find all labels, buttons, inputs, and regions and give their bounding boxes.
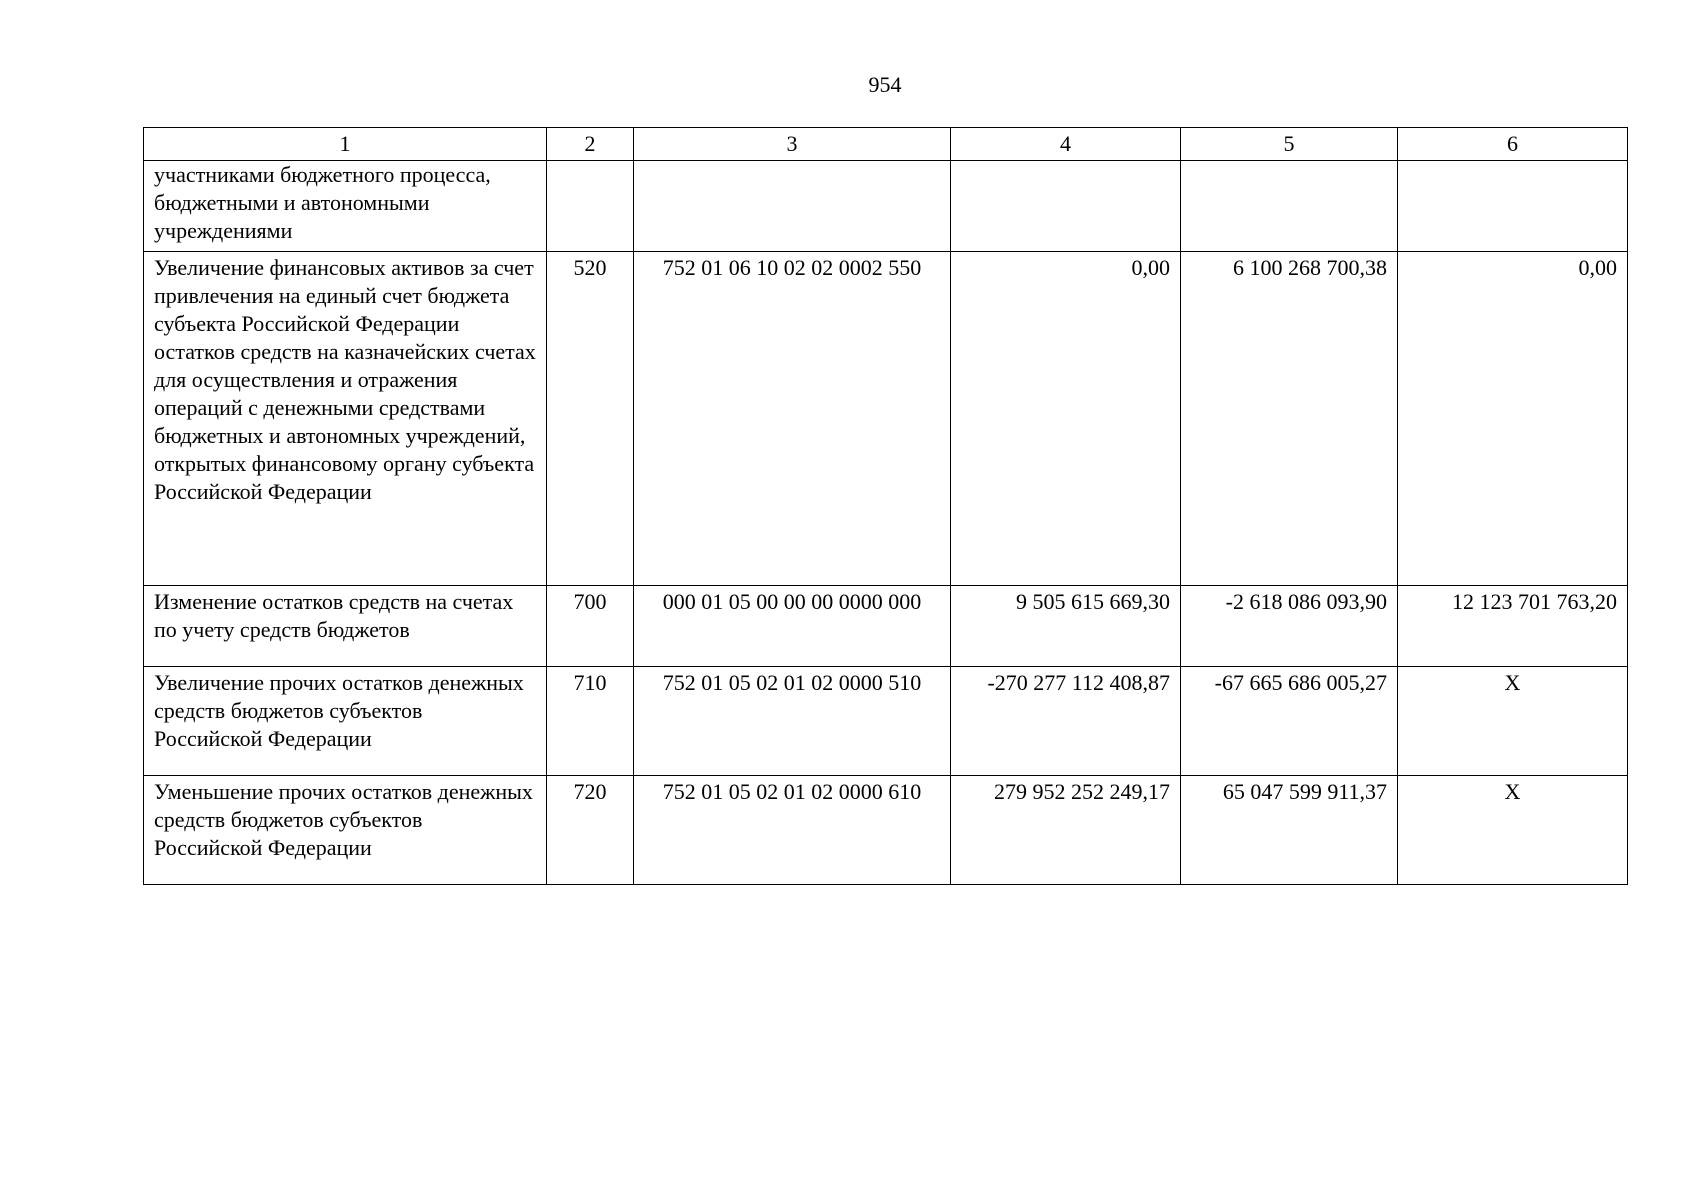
row-value-4: 279 952 252 249,17 <box>951 776 1181 885</box>
column-header-1: 1 <box>144 128 547 161</box>
row-code: 520 <box>547 252 634 586</box>
row-code: 710 <box>547 667 634 776</box>
row-code <box>547 161 634 252</box>
row-kbk: 752 01 05 02 01 02 0000 610 <box>634 776 951 885</box>
row-value-5: -2 618 086 093,90 <box>1181 586 1398 667</box>
row-kbk: 752 01 06 10 02 02 0002 550 <box>634 252 951 586</box>
row-kbk: 000 01 05 00 00 00 0000 000 <box>634 586 951 667</box>
row-code: 700 <box>547 586 634 667</box>
row-value-4: 0,00 <box>951 252 1181 586</box>
table-row <box>144 667 1628 776</box>
column-header-3: 3 <box>634 128 951 161</box>
row-value-5 <box>1181 161 1398 252</box>
column-header-5: 5 <box>1181 128 1398 161</box>
row-value-5: 65 047 599 911,37 <box>1181 776 1398 885</box>
row-value-4 <box>951 161 1181 252</box>
table-row <box>144 161 1628 252</box>
row-value-6 <box>1398 161 1628 252</box>
row-name: Увеличение финансовых активов за счет привлечения на единый счет бюджета субъекта Российской Федерации остатков средств на казначейских счетах для осуществления и отражения операций с денежными средствами бюджетных и автономных учреждений, открытых финансовому органу субъекта Российской Федерации <box>144 252 547 586</box>
row-value-6: 12 123 701 763,20 <box>1398 586 1628 667</box>
table-header-row <box>144 128 1628 161</box>
row-name: Уменьшение прочих остатков денежных средств бюджетов субъектов Российской Федерации <box>144 776 547 885</box>
row-value-4: 9 505 615 669,30 <box>951 586 1181 667</box>
row-value-5: 6 100 268 700,38 <box>1181 252 1398 586</box>
table-row <box>144 252 1628 586</box>
row-name: Увеличение прочих остатков денежных средств бюджетов субъектов Российской Федерации <box>144 667 547 776</box>
column-header-6: 6 <box>1398 128 1628 161</box>
row-code: 720 <box>547 776 634 885</box>
row-kbk <box>634 161 951 252</box>
row-value-6: X <box>1398 667 1628 776</box>
table-row <box>144 586 1628 667</box>
row-value-6: X <box>1398 776 1628 885</box>
page-number: 954 <box>868 72 902 97</box>
column-header-2: 2 <box>547 128 634 161</box>
row-name: участниками бюджетного процесса, бюджетными и автономными учреждениями <box>144 161 547 252</box>
row-value-4: -270 277 112 408,87 <box>951 667 1181 776</box>
row-name: Изменение остатков средств на счетах по учету средств бюджетов <box>144 586 547 667</box>
column-header-4: 4 <box>951 128 1181 161</box>
row-value-6: 0,00 <box>1398 252 1628 586</box>
budget-table <box>143 127 1628 885</box>
table-row <box>144 776 1628 885</box>
row-value-5: -67 665 686 005,27 <box>1181 667 1398 776</box>
row-kbk: 752 01 05 02 01 02 0000 510 <box>634 667 951 776</box>
